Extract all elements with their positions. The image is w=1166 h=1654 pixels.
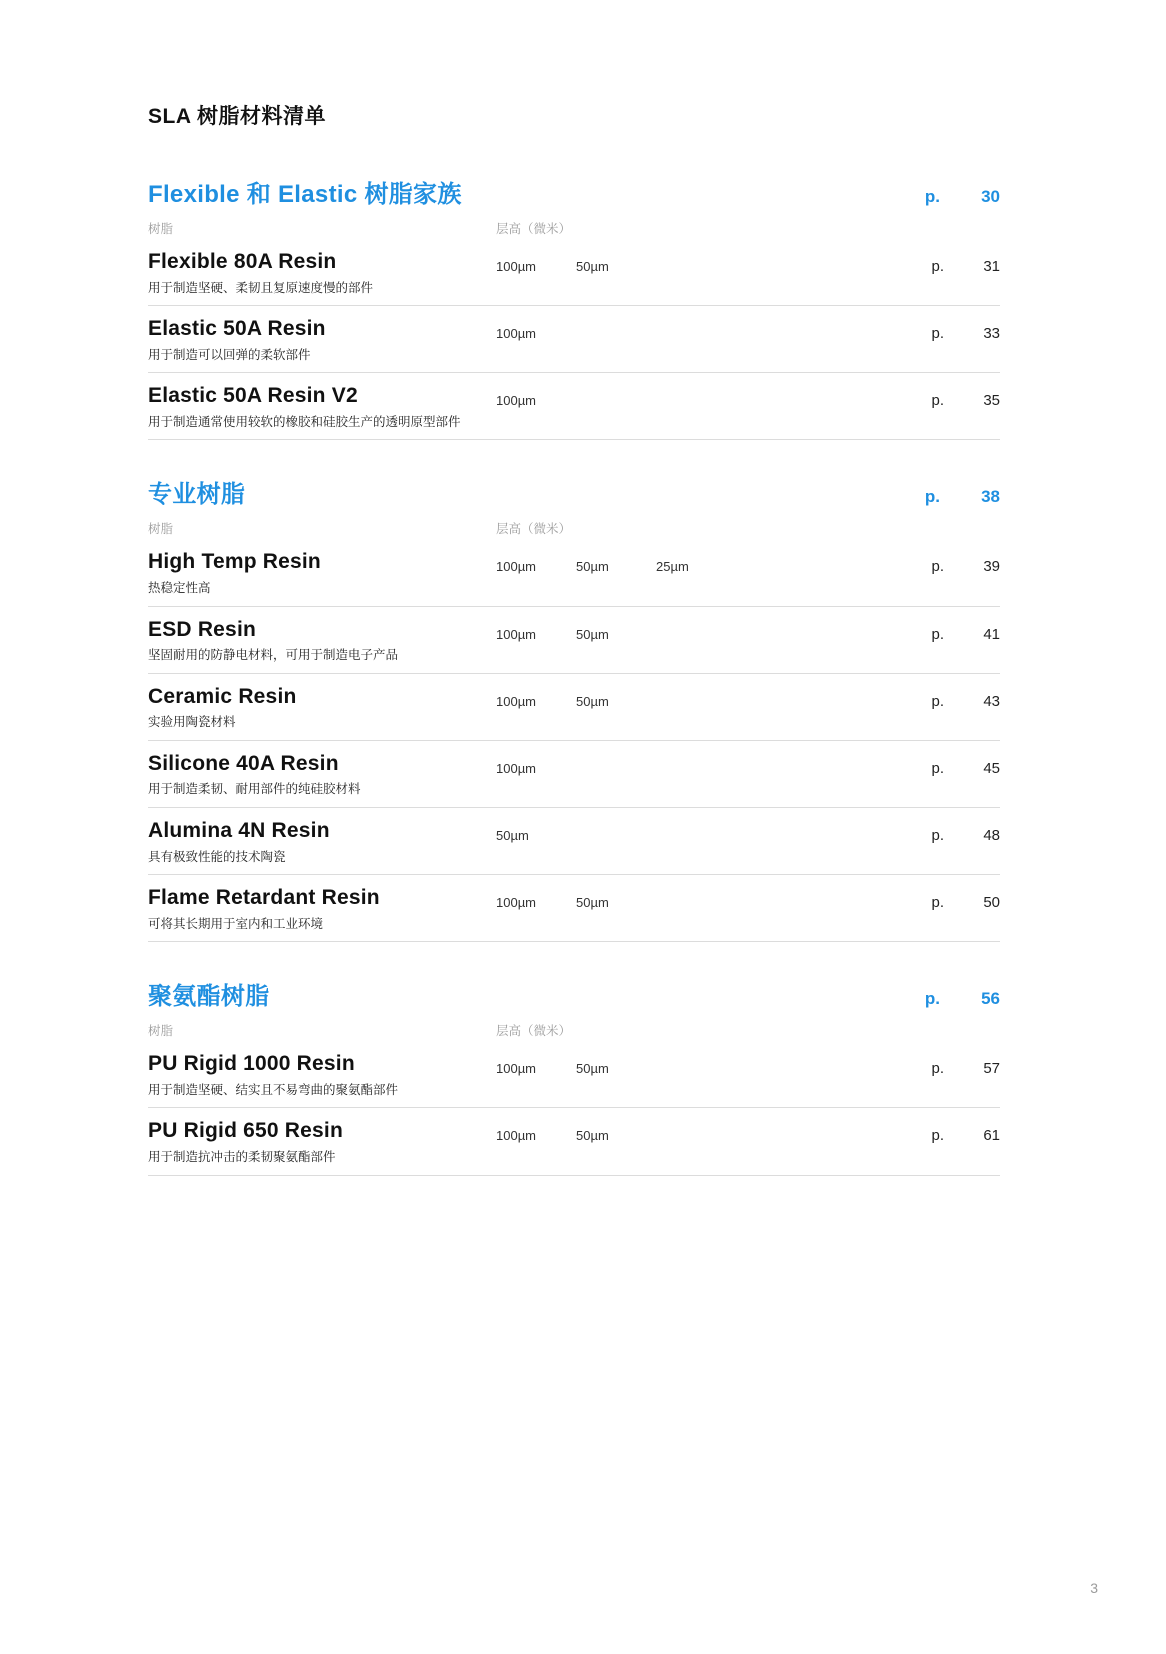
table-row[interactable]: [148, 539, 1000, 605]
layer-height-value: [656, 326, 736, 341]
page-label: p.: [931, 826, 944, 844]
section-divider: [148, 941, 1000, 942]
layer-height-value: 100µm: [496, 259, 537, 274]
table-row[interactable]: [148, 1041, 1000, 1107]
resin-description: 用于制造可以回弹的柔软部件: [148, 347, 311, 362]
layer-height-value: 100µm: [496, 760, 537, 776]
layer-height-cell: [496, 1119, 880, 1143]
resin-cell: [148, 317, 496, 363]
row-page-reference[interactable]: [880, 618, 1000, 643]
resin-cell: [148, 819, 496, 865]
resin-description: 用于制造通常使用较软的橡胶和硅胶生产的透明原型部件: [148, 414, 461, 429]
layer-height-cell: [496, 1052, 880, 1076]
family-title: 聚氨酯树脂: [148, 983, 270, 1011]
row-page-reference[interactable]: [880, 886, 1000, 911]
page-number-value: 31: [983, 258, 1000, 275]
row-page-reference[interactable]: [880, 1052, 1000, 1077]
section-divider: [148, 439, 1000, 440]
resin-name: Flexible 80A Resin: [148, 250, 337, 273]
layer-height-value: 50µm: [576, 693, 609, 709]
layer-height-value: 50µm: [496, 827, 529, 843]
column-header-resin: 树脂: [148, 522, 174, 537]
resin-description: 用于制造柔韧、耐用部件的纯硅胶材料: [148, 782, 361, 797]
layer-height-value: [576, 326, 656, 341]
layer-height-value: 100µm: [496, 693, 537, 709]
page-number-value: 41: [983, 625, 1000, 643]
row-page-reference[interactable]: [880, 250, 1000, 275]
row-page-reference[interactable]: [880, 384, 1000, 409]
resin-sections: [148, 174, 1000, 1176]
resin-cell: [148, 550, 496, 596]
layer-height-value: 100µm: [496, 559, 537, 575]
resin-cell: [148, 886, 496, 932]
resin-name: Flame Retardant Resin: [148, 886, 380, 910]
layer-height-cell: [496, 886, 880, 910]
resin-description: 具有极致性能的技术陶瓷: [148, 849, 286, 864]
layer-height-cell: [496, 317, 880, 341]
family-page-reference[interactable]: [925, 487, 1000, 507]
layer-height-value: [656, 828, 736, 843]
resin-description: 用于制造坚硬、结实且不易弯曲的聚氨酯部件: [148, 1082, 399, 1097]
resin-description: 坚固耐用的防静电材料，可用于制造电子产品: [148, 648, 399, 663]
layer-height-value: [656, 1061, 736, 1076]
layer-height-value: 50µm: [576, 1061, 609, 1077]
resin-cell: [148, 1052, 496, 1098]
resin-description: 热稳定性高: [148, 580, 211, 595]
resin-description: 用于制造抗冲击的柔韧聚氨酯部件: [148, 1149, 336, 1164]
layer-height-value: 100µm: [496, 895, 537, 911]
page-label: p.: [931, 759, 944, 777]
page-label: p.: [931, 692, 944, 710]
resin-name: Silicone 40A Resin: [148, 751, 339, 775]
layer-height-value: [656, 694, 736, 709]
resin-cell: [148, 685, 496, 731]
layer-height-value: [576, 828, 656, 843]
layer-height-value: [656, 1128, 736, 1143]
page-label: p.: [931, 1127, 944, 1145]
table-row[interactable]: [148, 239, 1000, 305]
resin-description: 可将其长期用于室内和工业环境: [148, 916, 324, 931]
page-label: p.: [931, 392, 944, 410]
page-label: p.: [931, 325, 944, 343]
column-header-layer-height: 层高（微米）: [496, 1024, 572, 1039]
page-number-value: 57: [983, 1060, 1000, 1078]
page-number-value: 38: [981, 487, 1000, 507]
resin-name: Elastic 50A Resin: [148, 317, 326, 341]
resin-name: Alumina 4N Resin: [148, 818, 330, 842]
page-label: p.: [931, 258, 944, 275]
resin-description: 用于制造坚硬、柔韧且复原速度慢的部件: [148, 280, 374, 295]
table-row[interactable]: [148, 740, 1000, 807]
table-row[interactable]: [148, 372, 1000, 439]
layer-height-value: [656, 761, 736, 776]
page-number-value: 35: [983, 392, 1000, 410]
page-number-value: 30: [981, 187, 1000, 206]
page-label: p.: [931, 558, 944, 576]
layer-height-cell: [496, 752, 880, 776]
page-number: 3: [1090, 1580, 1098, 1596]
resin-cell: [148, 384, 496, 430]
resin-name: High Temp Resin: [148, 550, 321, 574]
layer-height-value: 50µm: [576, 1128, 609, 1144]
layer-height-cell: [496, 550, 880, 574]
page-label: p.: [924, 487, 940, 507]
layer-height-value: [656, 895, 736, 910]
layer-height-value: 100µm: [496, 626, 537, 642]
layer-height-value: 50µm: [576, 895, 609, 911]
page-label: p.: [931, 625, 944, 643]
resin-name: Elastic 50A Resin V2: [148, 384, 358, 408]
layer-height-value: 50µm: [576, 626, 609, 642]
resin-table: [148, 239, 1000, 440]
page-label: p.: [931, 1060, 944, 1078]
resin-name: Ceramic Resin: [148, 684, 297, 708]
family-page-reference[interactable]: [925, 989, 1000, 1009]
family-header: [148, 976, 1000, 1011]
row-page-reference[interactable]: [880, 819, 1000, 844]
layer-height-cell: [496, 685, 880, 709]
column-header-layer-height: 层高（微米）: [496, 222, 572, 236]
family-title: Flexible 和 Elastic 树脂家族: [148, 181, 462, 208]
page-title: SLA 树脂材料清单: [148, 105, 327, 128]
page-number-value: 39: [983, 558, 1000, 576]
layer-height-value: 50µm: [576, 559, 609, 575]
layer-height-value: 100µm: [496, 393, 537, 409]
resin-cell: [148, 250, 496, 296]
layer-height-cell: [496, 250, 880, 274]
table-row[interactable]: [148, 305, 1000, 372]
resin-cell: [148, 618, 496, 664]
layer-height-cell: [496, 618, 880, 642]
layer-height-value: [576, 761, 656, 776]
resin-cell: [148, 1119, 496, 1165]
page-number-value: 61: [983, 1127, 1000, 1145]
layer-height-value: 50µm: [576, 259, 609, 274]
table-row[interactable]: [148, 807, 1000, 874]
layer-height-value: [576, 393, 656, 408]
resin-family-section: [148, 174, 1000, 440]
family-header: [148, 174, 1000, 209]
column-header-resin: 树脂: [148, 1024, 174, 1039]
page-label: p.: [924, 989, 940, 1009]
row-page-reference[interactable]: [880, 752, 1000, 777]
layer-height-value: [656, 259, 736, 274]
table-row[interactable]: [148, 673, 1000, 740]
row-page-reference[interactable]: [880, 1119, 1000, 1144]
table-row[interactable]: [148, 606, 1000, 673]
resin-family-section: [148, 976, 1000, 1175]
layer-height-value: 25µm: [656, 559, 689, 575]
row-page-reference[interactable]: [880, 685, 1000, 710]
document-content: [148, 100, 1000, 1184]
resin-name: ESD Resin: [148, 617, 256, 641]
family-title: 专业树脂: [148, 481, 246, 509]
family-page-reference[interactable]: [925, 187, 1000, 207]
layer-height-value: [656, 393, 736, 408]
layer-height-value: 100µm: [496, 1061, 537, 1077]
resin-name: PU Rigid 1000 Resin: [148, 1052, 355, 1076]
column-headers: [148, 219, 1000, 237]
resin-name: PU Rigid 650 Resin: [148, 1119, 343, 1143]
page-number-value: 33: [983, 325, 1000, 343]
column-header-resin: 树脂: [148, 222, 174, 236]
section-divider: [148, 1175, 1000, 1176]
row-page-reference[interactable]: [880, 317, 1000, 342]
column-headers: [148, 1021, 1000, 1039]
family-header: [148, 474, 1000, 509]
layer-height-value: 100µm: [496, 1128, 537, 1144]
page-label: p.: [924, 187, 940, 206]
page-number-value: 45: [983, 759, 1000, 777]
layer-height-cell: [496, 819, 880, 843]
column-headers: [148, 519, 1000, 537]
row-page-reference[interactable]: [880, 550, 1000, 575]
page-number-value: 43: [983, 692, 1000, 710]
page-number-value: 48: [983, 826, 1000, 844]
resin-cell: [148, 752, 496, 798]
page-number-value: 56: [981, 989, 1000, 1009]
resin-table: [148, 539, 1000, 942]
resin-family-section: [148, 474, 1000, 942]
layer-height-value: 100µm: [496, 326, 537, 342]
resin-table: [148, 1041, 1000, 1175]
column-header-layer-height: 层高（微米）: [496, 522, 572, 537]
page-number-value: 50: [983, 894, 1000, 912]
layer-height-value: [656, 627, 736, 642]
layer-height-cell: [496, 384, 880, 408]
table-row[interactable]: [148, 874, 1000, 941]
table-row[interactable]: [148, 1107, 1000, 1174]
page-label: p.: [931, 894, 944, 912]
resin-description: 实验用陶瓷材料: [148, 715, 236, 730]
